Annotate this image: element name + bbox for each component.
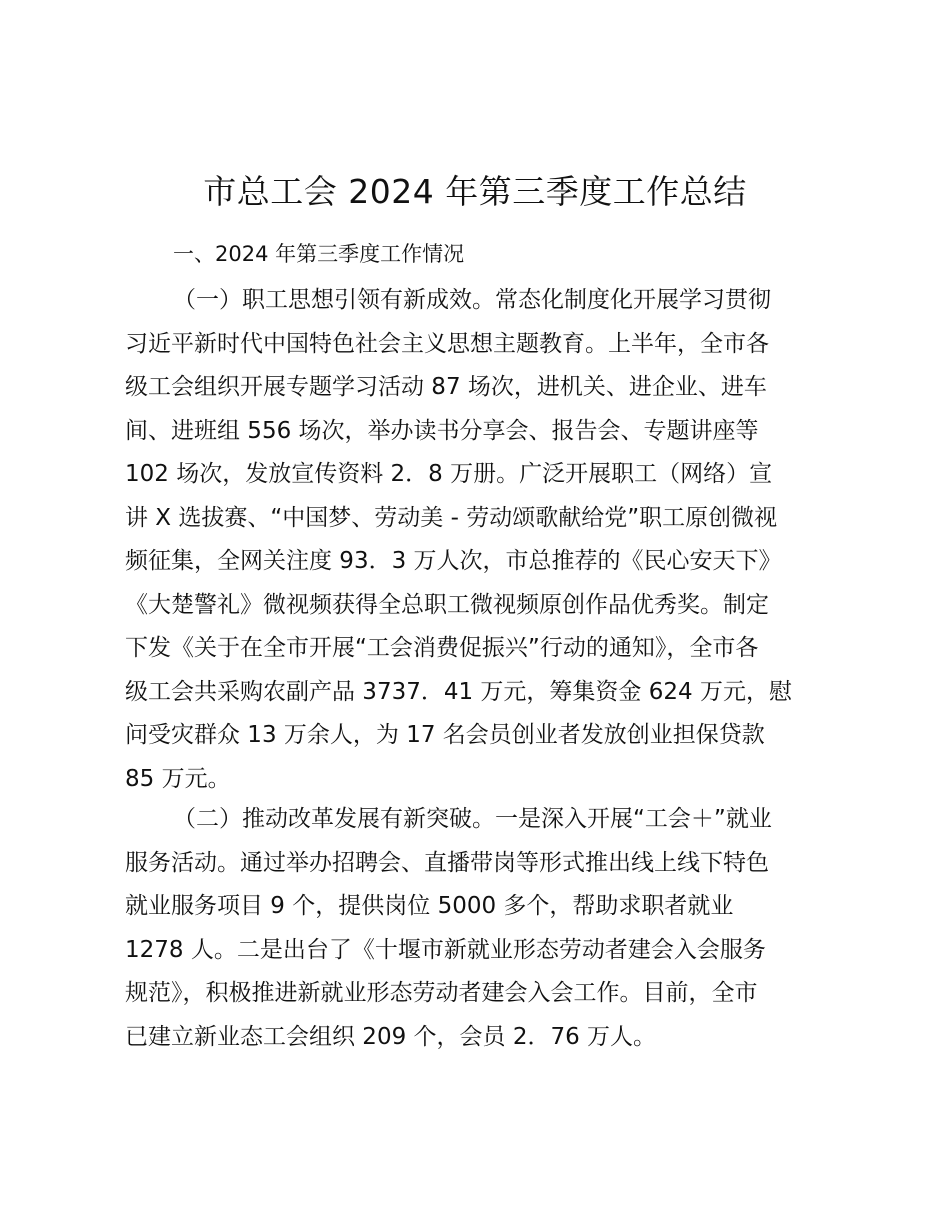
paragraph-line: 频征集，全网关注度 93．3 万人次，市总推荐的《民心安天下》	[125, 548, 782, 574]
paragraph-ideological-guidance	[125, 279, 837, 801]
paragraph-line: 下发《关于在全市开展“工会消费促振兴”行动的通知》，全市各	[125, 635, 759, 661]
section-heading: 一、2024 年第三季度工作情况	[173, 242, 465, 266]
paragraph-line: 规范》，积极推进新就业形态劳动者建会入会工作。目前，全市	[125, 980, 758, 1006]
paragraph-line: （二）推动改革发展有新突破。一是深入开展“工会＋”就业	[173, 806, 772, 832]
paragraph-line: 就业服务项目 9 个，提供岗位 5000 多个，帮助求职者就业	[125, 893, 734, 919]
paragraph-line: 1278 人。二是出台了《十堰市新就业形态劳动者建会入会服务	[125, 936, 766, 963]
paragraph-line: 级工会组织开展专题学习活动 87 场次，进机关、进企业、进车	[125, 374, 767, 400]
paragraph-line: 习近平新时代中国特色社会主义思想主题教育。上半年，全市各	[125, 330, 769, 357]
paragraph-line: 服务活动。通过举办招聘会、直播带岗等形式推出线上线下特色	[125, 849, 769, 876]
document-title: 市总工会 2024 年第三季度工作总结	[203, 172, 747, 211]
paragraph-line: 级工会共采购农副产品 3737．41 万元，筹集资金 624 万元，慰	[125, 678, 792, 705]
paragraph-line: 间、进班组 556 场次，举办读书分享会、报告会、专题讲座等	[125, 417, 759, 444]
paragraph-reform-development	[125, 798, 837, 1059]
paragraph-line: 102 场次，发放宣传资料 2．8 万册。广泛开展职工（网络）宣	[125, 461, 773, 487]
paragraph-line: 85 万元。	[125, 765, 231, 792]
paragraph-line: 《大楚警礼》微视频获得全总职工微视频原创作品优秀奖。制定	[125, 591, 769, 618]
paragraph-line: （一）职工思想引领有新成效。常态化制度化开展学习贯彻	[173, 287, 771, 313]
paragraph-line: 问受灾群众 13 万余人，为 17 名会员创业者发放创业担保贷款	[125, 722, 765, 748]
paragraph-line: 已建立新业态工会组织 209 个，会员 2．76 万人。	[125, 1023, 657, 1050]
paragraph-line: 讲 X 选拔赛、“中国梦、劳动美 - 劳动颂歌献给党”职工原创微视	[125, 504, 778, 531]
